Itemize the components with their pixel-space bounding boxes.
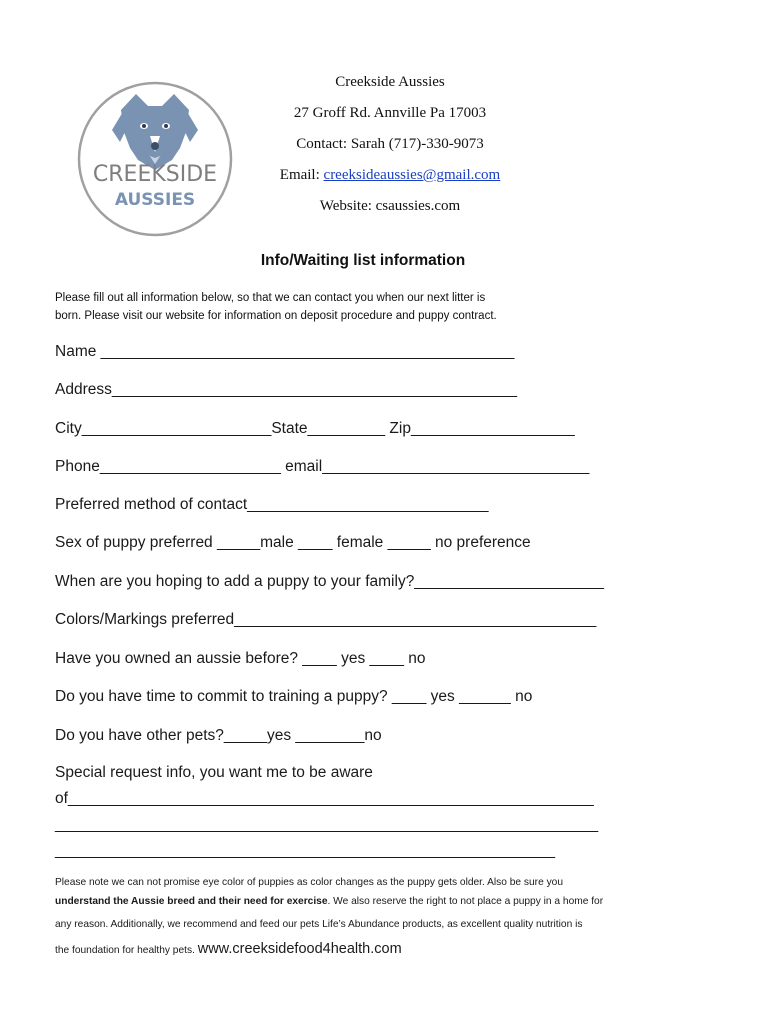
- org-address: 27 Groff Rd. Annville Pa 17003: [293, 105, 487, 121]
- email-link[interactable]: creeksideaussies@gmail.com: [323, 167, 501, 183]
- colors-field[interactable]: Colors/Markings preferred__________________________________________: [55, 611, 597, 628]
- note-line-4: [55, 941, 402, 957]
- other-pets-field[interactable]: Do you have other pets?_____yes ________no: [55, 727, 382, 744]
- name-field[interactable]: Name ________________________________________________: [55, 343, 515, 360]
- special-request-line-1[interactable]: of_____________________________________________________________: [55, 790, 594, 807]
- org-name: Creekside Aussies: [335, 74, 445, 90]
- special-request-line-2[interactable]: _______________________________________________________________: [55, 816, 599, 833]
- email-label: Email:: [279, 167, 324, 183]
- city-state-zip-field[interactable]: City______________________State_________ Zip___________________: [55, 420, 575, 437]
- sex-preference-field[interactable]: Sex of puppy preferred _____male ____ female _____ no preference: [55, 534, 531, 551]
- note-line-4-text: the foundation for healthy pets.: [55, 945, 198, 956]
- note-line-3: any reason. Additionally, we recommend and feed our pets Life’s Abundance products, as excellent quality nutrition is: [55, 919, 583, 930]
- page-title: Info/Waiting list information: [260, 252, 466, 269]
- phone-email-field[interactable]: Phone_____________________ email_______________________________: [55, 458, 590, 475]
- note-line-2-rest: . We also reserve the right to not place a puppy in a home for: [327, 896, 604, 907]
- special-request-label: Special request info, you want me to be aware: [55, 764, 373, 781]
- training-time-field[interactable]: Do you have time to commit to training a puppy? ____ yes ______ no: [55, 688, 533, 705]
- logo-text-bottom: AUSSIES: [114, 190, 196, 210]
- logo-text-top: CREEKSIDE: [92, 162, 218, 187]
- note-line-2: [55, 896, 603, 907]
- creekside-logo: [76, 80, 234, 238]
- logo-badge-icon: [76, 80, 234, 238]
- timing-field[interactable]: When are you hoping to add a puppy to your family?______________________: [55, 573, 604, 590]
- intro-line-2: born. Please visit our website for information on deposit procedure and puppy contract.: [55, 310, 497, 322]
- address-field[interactable]: Address_______________________________________________: [55, 381, 518, 398]
- food-website-link[interactable]: www.creeksidefood4health.com: [197, 941, 402, 957]
- special-request-line-3[interactable]: __________________________________________________________: [55, 842, 555, 859]
- contact-method-field[interactable]: Preferred method of contact____________________________: [55, 496, 489, 513]
- org-contact: Contact: Sarah (717)-330-9073: [296, 136, 484, 152]
- note-emphasis: understand the Aussie breed and their need for exercise: [55, 896, 328, 907]
- owned-aussie-field[interactable]: Have you owned an aussie before? ____ yes ____ no: [55, 650, 426, 667]
- note-line-1: Please note we can not promise eye color of puppies as color changes as the puppy gets older. Also be sure you: [55, 877, 563, 888]
- org-email: [240, 167, 540, 184]
- intro-line-1: Please fill out all information below, so that we can contact you when our next litter is: [55, 292, 486, 304]
- org-website: Website: csaussies.com: [319, 198, 461, 214]
